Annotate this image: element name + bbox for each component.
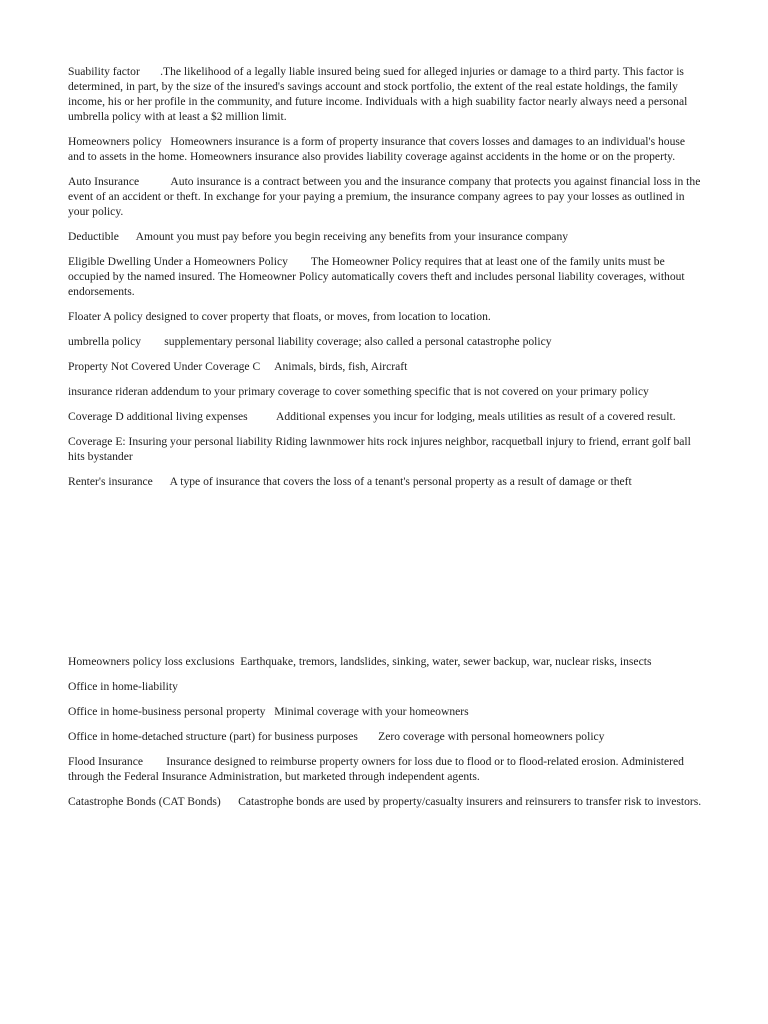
term-text: Office in home-liability bbox=[68, 680, 178, 693]
definition-text: Auto insurance is a contract between you and the insurance company that protects you against financial loss in the event of an accident or theft. In exchange for your paying a premium, the insurance company agrees to pay your losses as outlined in your policy. bbox=[68, 175, 701, 218]
definition-text: supplementary personal liability coverage; also called a personal catastrophe policy bbox=[164, 335, 552, 348]
entry-office-in-home-liability bbox=[68, 679, 702, 694]
entry-flood-insurance bbox=[68, 754, 702, 784]
entry-office-in-home-detached-structure bbox=[68, 729, 702, 744]
entry-homeowners-loss-exclusions bbox=[68, 654, 702, 669]
definition-text: Earthquake, tremors, landslides, sinking, water, sewer backup, war, nuclear risks, insects bbox=[240, 655, 652, 668]
definition-text: Additional expenses you incur for lodging, meals utilities as result of a covered result. bbox=[276, 410, 676, 423]
term-definition-gap bbox=[288, 255, 311, 268]
entry-coverage-e bbox=[68, 434, 702, 464]
entry-renters-insurance bbox=[68, 474, 702, 489]
term-text: Deductible bbox=[68, 230, 119, 243]
entry-catastrophe-bonds bbox=[68, 794, 702, 809]
definition-text: Amount you must pay before you begin receiving any benefits from your insurance company bbox=[135, 230, 569, 243]
term-text: Office in home-detached structure (part) for business purposes bbox=[68, 730, 358, 743]
definition-text: The Homeowner Policy requires that at least one of the family units must be occupied by the named insured. The Homeowner Policy automatically covers theft and includes personal liability coverages, without endorsements. bbox=[68, 255, 685, 298]
term-definition-gap bbox=[141, 335, 164, 348]
term-definition-gap bbox=[140, 65, 160, 78]
term-text: Property Not Covered Under Coverage C bbox=[68, 360, 261, 373]
term-definition-gap bbox=[248, 410, 276, 423]
term-text: insurance rider bbox=[68, 385, 138, 398]
definition-text: Homeowners insurance is a form of property insurance that covers losses and damages to an individual's house and to assets in the home. Homeowners insurance also provides liability coverage against accidents in the home or on the property. bbox=[68, 135, 686, 163]
term-definition-gap bbox=[139, 175, 170, 188]
definition-text: Minimal coverage with your homeowners bbox=[274, 705, 469, 718]
definition-text: Riding lawnmower hits rock injures neighbor, racquetball injury to friend, errant golf ball hits bystander bbox=[68, 435, 691, 463]
term-definition-gap bbox=[260, 360, 274, 373]
blank-space bbox=[68, 499, 702, 654]
term-text: Flood Insurance bbox=[68, 755, 144, 768]
document-text-block bbox=[68, 64, 702, 819]
term-text: Homeowners policy bbox=[68, 135, 162, 148]
term-text: Floater bbox=[68, 310, 101, 323]
term-definition-gap bbox=[153, 475, 170, 488]
definition-text: A type of insurance that covers the loss of a tenant's personal property as a result of damage or theft bbox=[169, 475, 632, 488]
definition-text: Zero coverage with personal homeowners policy bbox=[378, 730, 605, 743]
term-definition-gap bbox=[265, 705, 274, 718]
entry-auto-insurance bbox=[68, 174, 702, 219]
term-definition-gap bbox=[221, 795, 238, 808]
term-text: Catastrophe Bonds (CAT Bonds) bbox=[68, 795, 221, 808]
entry-floater bbox=[68, 309, 702, 324]
entry-property-not-covered bbox=[68, 359, 702, 374]
term-text: umbrella policy bbox=[68, 335, 142, 348]
definition-text: A policy designed to cover property that floats, or moves, from location to location. bbox=[103, 310, 491, 323]
definition-text: Catastrophe bonds are used by property/casualty insurers and reinsurers to transfer risk to investors. bbox=[238, 795, 702, 808]
term-definition-gap bbox=[143, 755, 166, 768]
definition-text: .The likelihood of a legally liable insured being sued for alleged injuries or damage to a third party. This factor is determined, in part, by the size of the insured's savings account and stock portfolio, the extent of the real estate holdings, the family income, his or her profile in the community, and future income. Individuals with a high suability factor nearly always need a personal umbrella policy with at least a $2 million limit. bbox=[68, 65, 688, 123]
entry-eligible-dwelling bbox=[68, 254, 702, 299]
term-text: Suability factor bbox=[68, 65, 140, 78]
term-text: Coverage E: Insuring your personal liability bbox=[68, 435, 273, 448]
entry-office-in-home-business-property bbox=[68, 704, 702, 719]
term-text: Homeowners policy loss exclusions bbox=[68, 655, 235, 668]
entry-umbrella-policy bbox=[68, 334, 702, 349]
definition-text: Animals, birds, fish, Aircraft bbox=[274, 360, 408, 373]
entry-homeowners-policy bbox=[68, 134, 702, 164]
term-text: Renter's insurance bbox=[68, 475, 153, 488]
term-text: Eligible Dwelling Under a Homeowners Policy bbox=[68, 255, 288, 268]
term-text: Office in home-business personal property bbox=[68, 705, 266, 718]
term-text: Auto Insurance bbox=[68, 175, 140, 188]
term-definition-gap bbox=[119, 230, 136, 243]
entry-coverage-d bbox=[68, 409, 702, 424]
entry-insurance-rider bbox=[68, 384, 702, 399]
term-text: Coverage D additional living expenses bbox=[68, 410, 248, 423]
term-definition-gap bbox=[358, 730, 378, 743]
definition-text: Insurance designed to reimburse property owners for loss due to flood or to flood-related erosion. Administered through the Federal Insurance Administration, but marketed through independent agents. bbox=[68, 755, 684, 783]
entry-suability-factor bbox=[68, 64, 702, 124]
entry-deductible bbox=[68, 229, 702, 244]
definition-text: an addendum to your primary coverage to cover something specific that is not covered on your primary policy bbox=[137, 385, 649, 398]
